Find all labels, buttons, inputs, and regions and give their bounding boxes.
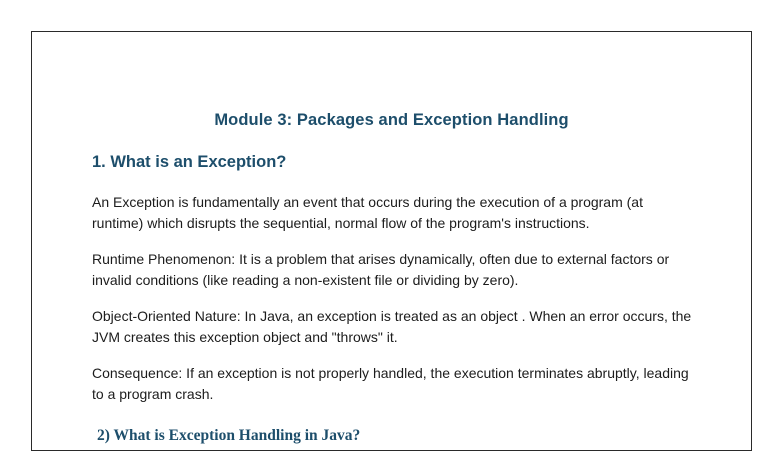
document-title: Module 3: Packages and Exception Handling xyxy=(214,111,569,129)
paragraph-runtime-phenomenon: Runtime Phenomenon: It is a problem that arises dynamically, often due to external factors or invalid conditions (like reading a non-existent file or dividing by zero). xyxy=(92,251,670,288)
document-page xyxy=(31,31,752,451)
section-heading-exception-handling: 2) What is Exception Handling in Java? xyxy=(97,427,361,444)
section-heading-what-is-exception: 1. What is an Exception? xyxy=(92,153,287,171)
paragraph-object-oriented-nature: Object-Oriented Nature: In Java, an exception is treated as an object . When an error occurs, the JVM creates this exception object and "throws" it. xyxy=(92,308,692,345)
paragraph-consequence: Consequence: If an exception is not properly handled, the execution terminates abruptly, leading to a program crash. xyxy=(92,365,689,402)
paragraph-definition: An Exception is fundamentally an event that occurs during the execution of a program (at runtime) which disrupts the sequential, normal flow of the program's instructions. xyxy=(92,194,643,231)
